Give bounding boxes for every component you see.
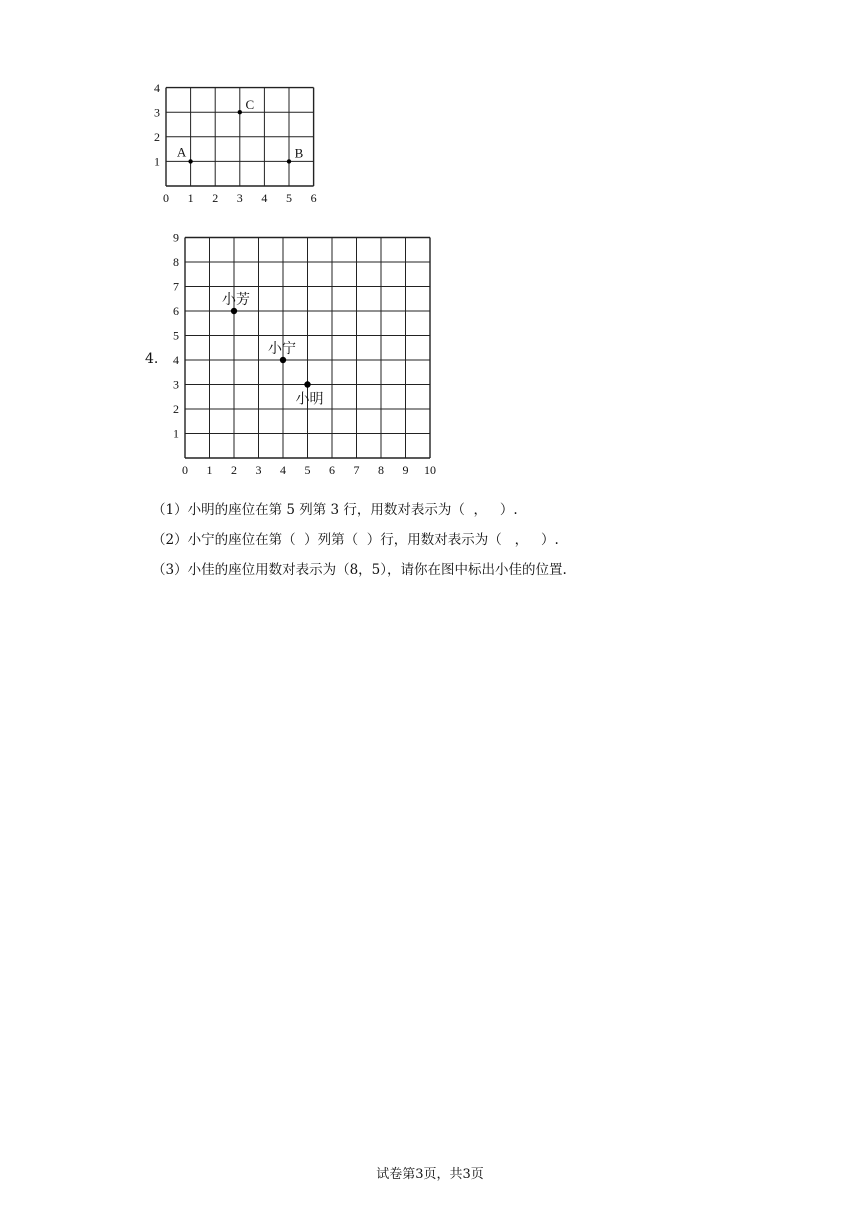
point-label: C (245, 97, 255, 113)
point-marker (304, 381, 310, 387)
x-tick-label: 10 (424, 463, 436, 477)
x-tick-label: 0 (182, 463, 188, 477)
coordinate-grid-small (150, 80, 330, 210)
x-tick-label: 5 (286, 191, 292, 205)
seat-coordinate-grid (165, 228, 450, 483)
x-tick-label: 1 (187, 191, 194, 205)
y-tick-label: 7 (173, 279, 179, 294)
y-tick-label: 5 (173, 328, 179, 343)
x-tick-label: 7 (353, 463, 360, 477)
sub-question-2: （2）小宁的座位在第（ ）列第（ ）行，用数对表示为（ ， ）. (152, 532, 559, 548)
y-tick-label: 4 (154, 80, 160, 95)
x-tick-label: 5 (304, 463, 311, 477)
x-tick-label: 6 (329, 463, 335, 477)
sub-questions (152, 500, 567, 590)
point-label: A (176, 144, 187, 160)
question-number: 4. (145, 351, 159, 367)
point-marker (287, 159, 291, 163)
point-label: 小宁 (268, 342, 296, 357)
x-tick-label: 6 (310, 191, 317, 205)
y-tick-label: 1 (173, 426, 179, 441)
y-tick-label: 4 (173, 353, 179, 368)
y-tick-label: 3 (173, 377, 179, 392)
x-tick-label: 3 (236, 191, 243, 205)
y-tick-label: 2 (154, 130, 160, 144)
x-tick-label: 2 (212, 191, 219, 205)
y-tick-label: 8 (173, 255, 179, 270)
point-marker (280, 357, 286, 363)
sub-question-3: （3）小佳的座位用数对表示为（8，5），请你在图中标出小佳的位置. (152, 562, 567, 578)
point-label: 小明 (295, 392, 324, 408)
x-tick-label: 4 (280, 463, 286, 477)
x-tick-label: 2 (231, 463, 237, 477)
y-tick-label: 9 (173, 230, 179, 245)
point-label: B (294, 145, 304, 161)
x-tick-label: 3 (255, 463, 262, 477)
point-marker (231, 308, 237, 314)
x-tick-label: 9 (402, 463, 409, 477)
x-tick-label: 1 (206, 463, 213, 477)
point-label: 小芳 (222, 293, 250, 308)
x-tick-label: 0 (163, 191, 169, 205)
sub-question-1: （1）小明的座位在第 5 列第 3 行，用数对表示为（ ， ）. (152, 502, 518, 518)
y-tick-label: 3 (154, 105, 160, 120)
point-marker (188, 159, 192, 163)
x-tick-label: 8 (378, 463, 384, 477)
page-footer: 试卷第3页，共3页 (376, 1167, 484, 1182)
point-marker (238, 110, 242, 114)
x-tick-label: 4 (261, 191, 268, 205)
y-tick-label: 6 (173, 304, 179, 319)
y-tick-label: 1 (154, 154, 160, 169)
y-tick-label: 2 (173, 402, 179, 417)
